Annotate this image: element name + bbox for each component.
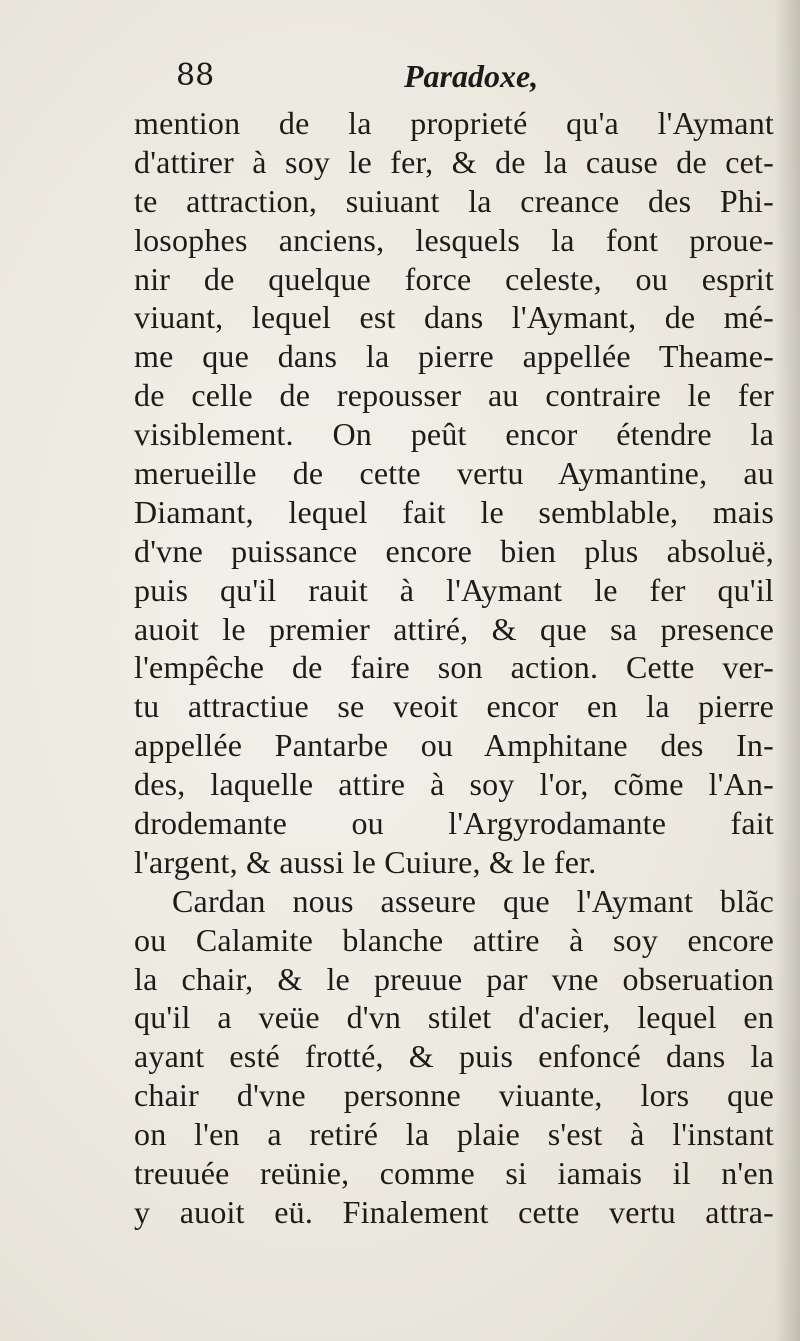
text-line: Diamant, lequel fait le semblable, mais [134, 493, 774, 530]
page-number: 88 [176, 58, 215, 93]
text-line: la chair, & le preuue par vne obseruation [134, 960, 774, 997]
page-gutter-shadow [774, 0, 800, 1341]
text-line: d'vne puissance encore bien plus absoluë, [134, 532, 774, 569]
text-line: mention de la proprieté qu'a l'Aymant [134, 105, 774, 141]
text-line: tu attractiue se veoit encor en la pierre [134, 688, 774, 725]
text-line: drodemante ou l'Argyrodamante fait [134, 805, 774, 842]
page-header [176, 58, 736, 98]
text-line: te attraction, suiuant la creance des Phi- [134, 182, 774, 219]
text-line: appellée Pantarbe ou Amphitane des In- [134, 727, 774, 764]
text-line: puis qu'il rauit à l'Aymant le fer qu'il [134, 571, 774, 608]
text-line: visiblement. On peût encor étendre la [134, 416, 774, 453]
text-line: ou Calamite blanche attire à soy encore [134, 921, 774, 958]
text-line: merueille de cette vertu Aymantine, au [134, 455, 774, 492]
body-text [134, 104, 774, 1232]
text-line: losophes anciens, lesquels la font proue- [134, 221, 774, 258]
text-line: Cardan nous asseure que l'Aymant blãc [172, 882, 774, 919]
text-line: treuuée reünie, comme si iamais il n'en [134, 1155, 774, 1192]
text-line: des, laquelle attire à soy l'or, cõme l'An- [134, 766, 774, 803]
text-line: d'attirer à soy le fer, & de la cause de cet- [134, 143, 774, 180]
text-line: y auoit eü. Finalement cette vertu attra- [134, 1193, 774, 1230]
text-line: ayant esté frotté, & puis enfoncé dans la [134, 1038, 774, 1075]
text-line: viuant, lequel est dans l'Aymant, de mé- [134, 299, 774, 336]
running-title: Paradoxe, [404, 58, 539, 94]
text-line: l'argent, & aussi le Cuiure, & le fer. [134, 843, 597, 880]
text-line: auoit le premier attiré, & que sa presence [134, 610, 774, 647]
text-line: nir de quelque force celeste, ou esprit [134, 260, 774, 297]
text-line: me que dans la pierre appellée Theame- [134, 338, 774, 375]
text-line: de celle de repousser au contraire le fer [134, 377, 774, 414]
text-line: l'empêche de faire son action. Cette ver- [134, 649, 774, 686]
text-line: qu'il a veüe d'vn stilet d'acier, lequel en [134, 999, 774, 1036]
text-line: on l'en a retiré la plaie s'est à l'instant [134, 1116, 774, 1153]
text-line: chair d'vne personne viuante, lors que [134, 1077, 774, 1114]
